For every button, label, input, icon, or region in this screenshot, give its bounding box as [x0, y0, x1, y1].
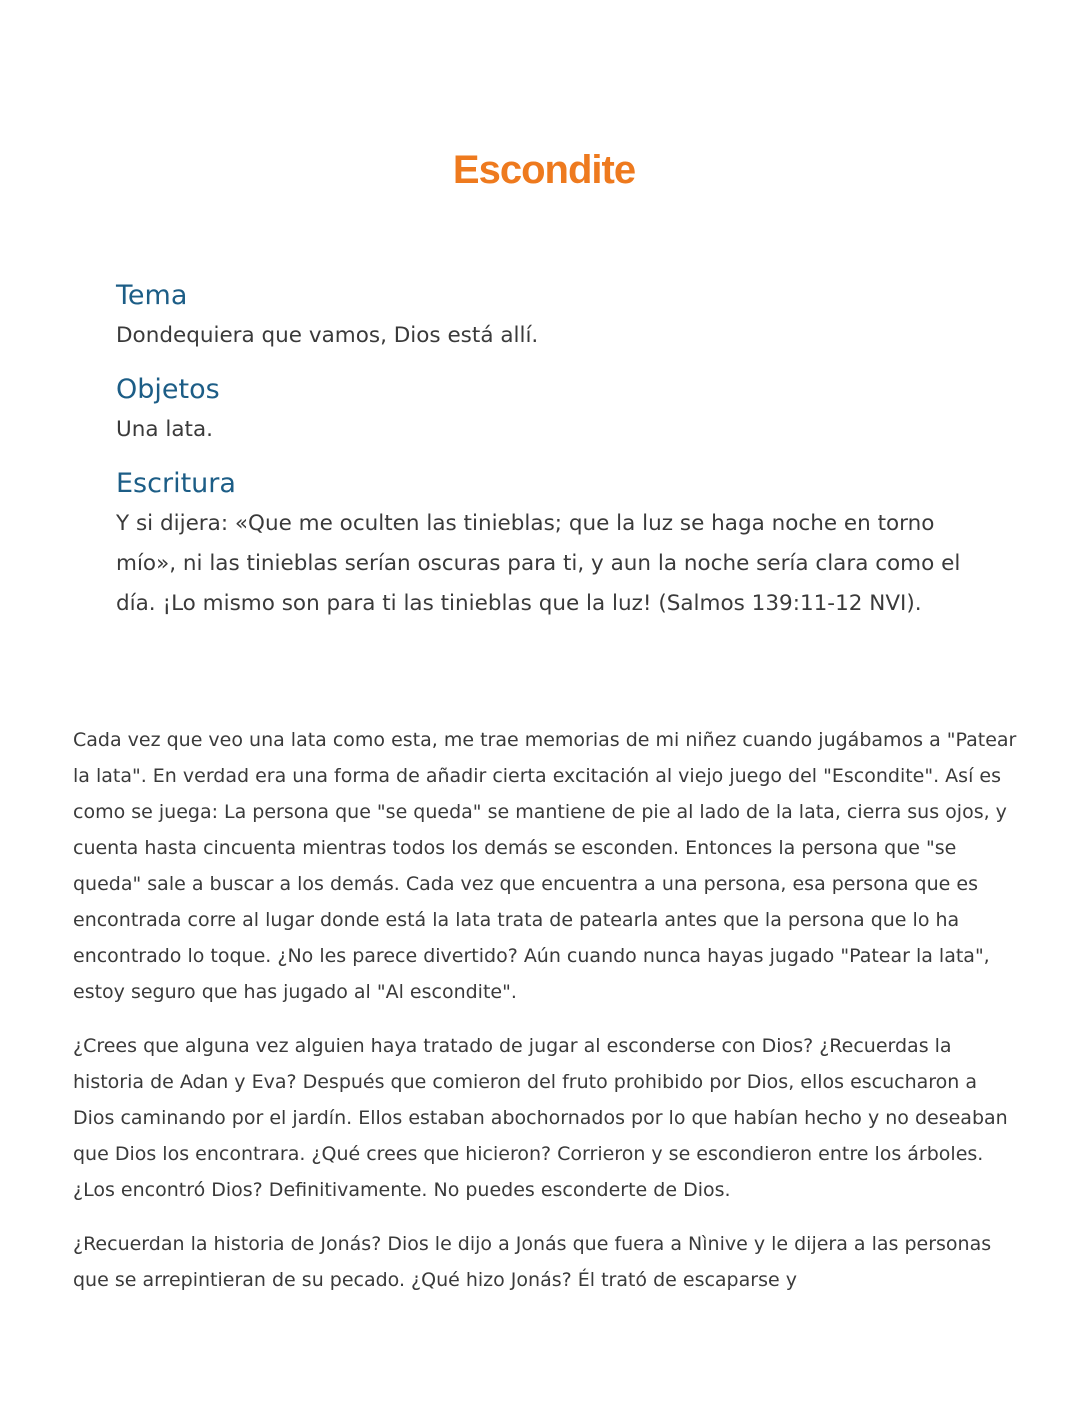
section-heading-scripture: Escritura — [116, 468, 236, 499]
section-heading-theme: Tema — [116, 280, 188, 311]
section-scripture — [116, 464, 996, 624]
section-heading-objects: Objetos — [116, 374, 220, 405]
paragraph: ¿Recuerdan la historia de Jonás? Dios le dijo a Jonás que fuera a Nìnive y le dijera a las personas que se arrepintieran de su pecado. ¿Qué hizo Jonás? Él trató de escaparse y — [73, 1233, 992, 1291]
section-body-scripture: Y si dijera: «Que me oculten las tinieblas; que la luz se haga noche en torno mío», ni las tinieblas serían oscuras para ti, y aun la noche sería clara como el día. ¡Lo mismo son para ti las tinieblas que la luz! (Salmos 139:11-12 NVI). — [116, 511, 961, 616]
page-title: Escondite — [452, 148, 636, 192]
lesson-summary — [116, 276, 996, 638]
section-theme — [116, 276, 996, 356]
section-body-objects: Una lata. — [116, 417, 213, 442]
lesson-text — [73, 722, 1018, 1316]
section-body-theme: Dondequiera que vamos, Dios está allí. — [116, 323, 539, 348]
paragraph: ¿Crees que alguna vez alguien haya tratado de jugar al esconderse con Dios? ¿Recuerdas la historia de Adan y Eva? Después que comieron del fruto prohibido por Dios, ellos escucharon a Dios caminando por el jardín. Ellos estaban abochornados por lo que habían hecho y no deseaban que Dios los encontrara. ¿Qué crees que hicieron? Corrieron y se escondieron entre los árboles. ¿Los encontró Dios? Definitivamente. No puedes esconderte de Dios. — [73, 1035, 1008, 1201]
paragraph: Cada vez que veo una lata como esta, me trae memorias de mi niñez cuando jugábamos a "Patear la lata". En verdad era una forma de añadir cierta excitación al viejo juego del "Escondite". Así es como se juega: La persona que "se queda" se mantiene de pie al lado de la lata, cierra sus ojos, y cuenta hasta cincuenta mientras todos los demás se esconden. Entonces la persona que "se queda" sale a buscar a los demás. Cada vez que encuentra a una persona, esa persona que es encontrada corre al lugar donde está la lata trata de patearla antes que la persona que lo ha encontrado lo toque. ¿No les parece divertido? Aún cuando nunca hayas jugado "Patear la lata", estoy seguro que has jugado al "Al escondite". — [73, 729, 1017, 1003]
section-objects — [116, 370, 996, 450]
